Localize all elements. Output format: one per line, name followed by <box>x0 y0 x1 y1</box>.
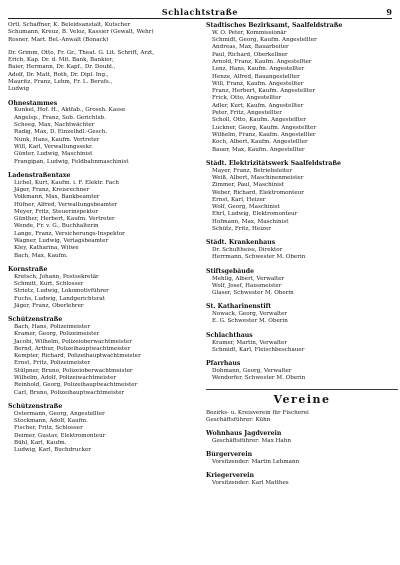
page-title: Schlachtstraße <box>161 7 239 17</box>
entry-line: Jäger, Franz, Kreisrechner <box>14 186 90 193</box>
entry-line: Vorsitzender: Martin Lehmann <box>212 459 300 466</box>
entry-line: Zimmer, Paul, Maschinist <box>212 182 284 189</box>
directory-entry <box>206 430 398 445</box>
entry-heading: St. Katharinenstift <box>206 303 272 311</box>
entry-line: Glaser, Schwester M. Oberin <box>212 290 294 297</box>
directory-entry <box>206 22 398 154</box>
entry-line: Will, Karl, Verwaltungssekr. <box>14 143 93 150</box>
entry-heading: Pfarrhaus <box>206 360 241 368</box>
entry-line: Dr. Grimm, Otto, Fr. Gr., Theat. G. Lit. Schrift, Arzt, <box>8 49 155 56</box>
entry-line: Geschäftsführer: Kühn <box>206 416 271 423</box>
directory-entry <box>206 239 398 261</box>
entry-line: Peter, Fritz, Angestellter <box>212 110 282 117</box>
entry-line: Kempter, Richard, Polizeihauptwachtmeister <box>14 353 141 360</box>
entry-line: Herrmann, Schwester M. Oberin <box>212 254 306 261</box>
entry-line: Schumann, Kreuz, B. Veloz, Kassier (Gewalt, Wehr) <box>8 29 154 36</box>
entry-line: Meyer, Fritz, Steuerinspektor <box>14 208 99 215</box>
entry-line: Ernst, Fritz, Polizeimeister <box>14 360 91 367</box>
entry-line: Bach, Max, Kaufm. <box>14 252 68 259</box>
directory-entry <box>206 451 398 466</box>
entry-line: Nunk, Hans, Kaufm. Vertreter <box>14 136 100 143</box>
entry-line: Wendorfer, Schwester M. Oberin <box>212 375 306 382</box>
directory-entry <box>206 160 398 233</box>
entry-heading: Wohnhaus Jagdverein <box>206 430 282 438</box>
entry-line: Paul, Richard, Oberkellner <box>212 51 288 58</box>
entry-line: Arnold, Franz, Kaufm. Angestellter <box>212 58 312 65</box>
entry-line: Kretsch, Johann, Postsekretär <box>14 273 99 280</box>
entry-heading: Städt. Elektrizitätswerk Saalfeldstraße <box>206 159 341 167</box>
vereine-section-title: Vereine <box>273 392 331 406</box>
entry-line: Stockmann, Adolf, Kaufm. <box>14 418 88 425</box>
entry-line: Bauer, Max, Kaufm. Angestellter <box>212 146 305 153</box>
entry-line: Ludwig, Karl, Buchdrucker <box>14 447 91 454</box>
directory-entry <box>8 403 200 455</box>
entry-heading: Stiftsgebäude <box>206 267 255 275</box>
entry-line: Schmitt, Kurt, Schlosser <box>14 281 84 287</box>
directory-entry <box>206 268 398 298</box>
entry-line: Radig, Max, D. Einzelhdl.-Gesch. <box>14 129 108 136</box>
entry-line: E. G. Schwester M. Oberin <box>212 318 288 325</box>
entry-line: Wilhelm, Franz, Kaufm. Angestellter <box>212 131 316 138</box>
entry-line: Lenz, Hans, Kaufm. Angestellter <box>212 66 305 73</box>
entry-line: Schmidt, Georg, Kaufm. Angestellter <box>212 37 317 44</box>
entry-line: Angelsp., Franz, Sob. Gerichtsb. <box>14 114 106 121</box>
directory-entry <box>206 410 398 425</box>
entry-heading: Schützenstraße <box>8 316 63 324</box>
entry-line: Weiß, Albert, Maschinenmeister <box>212 174 304 181</box>
entry-line: Koch, Albert, Kaufm. Angestellter <box>212 139 308 146</box>
entry-line: Jäger, Franz, Oberlehrer <box>14 302 84 309</box>
entry-line: Mayer, Franz, Betriebsleiter <box>212 167 293 174</box>
entry-line: Scholl, Otto, Kaufm. Angestellter <box>212 117 306 124</box>
entry-line: Frangipan, Ludwig, Feldbahnmaschinist <box>14 158 129 165</box>
directory-entry <box>206 472 398 487</box>
left-column <box>8 22 200 461</box>
entry-line: Deimer, Gustav, Elektromonteur <box>14 432 106 439</box>
entry-line: Lange, Franz, Versicherungs-Inspektor <box>14 230 125 237</box>
entry-line: Wolf, Josef, Hausmeister <box>212 282 282 289</box>
entry-line: Wilhelm, Adolf, Polizeiwachtmeister <box>14 375 117 382</box>
entry-line: Strietz, Ludwig, Lokomotivführer <box>14 288 109 295</box>
entry-line: Bühl, Karl, Kaufm. <box>14 439 67 446</box>
entry-line: Vorsitzender: Karl Matthes <box>212 480 289 487</box>
entry-line: W. O. Peter, Kommissionär <box>212 29 287 36</box>
entry-line: Andreas, Max, Bauarbeiter <box>212 44 289 51</box>
entry-line: Wolf, Georg, Maschinist <box>212 204 280 211</box>
entry-line: Bach, Hans, Polizeimeister <box>14 323 91 330</box>
entry-line: Dr. Schultheiss, Direktor <box>212 247 283 254</box>
entry-line: Bernd, Arthur, Polizeihauptwachtmeister <box>14 345 131 352</box>
entry-heading: Kornstraße <box>8 265 48 273</box>
directory-entry <box>206 303 398 325</box>
entry-line: Mauritz, Franz, Lehm, Fr. L. Berufs., <box>8 79 113 86</box>
entry-heading: Ohnestammes <box>8 99 58 107</box>
entry-line: Stülpner, Bruno, Polizeioberwachtmeister <box>14 367 133 374</box>
entry-line: Fischer, Fritz, Schlosser <box>14 425 83 432</box>
entry-line: Adolf, Dr. Matt, Roth, Dr. Dipl. Ing., <box>8 71 109 78</box>
entry-line: Mehlig, Albert, Verwalter <box>212 275 285 282</box>
entry-line: Reinhold, Georg, Polizeihauptwachtmeister <box>14 382 138 389</box>
directory-entry <box>206 360 398 382</box>
page-number: 9 <box>386 7 392 17</box>
entry-line: Will, Franz, Kaufm. Angestellter <box>212 80 304 87</box>
directory-entry <box>8 100 200 166</box>
entry-line: Günther, Herbert, Kaufm. Vertreter <box>14 216 115 223</box>
entry-line: Kramer, Georg, Polizeimeister <box>14 331 100 338</box>
entry-line: Wende, Fr. v. G., Buchhalterin <box>14 223 99 230</box>
entry-heading: Schützenstraße <box>8 402 63 410</box>
entry-line: Ostermann, Georg, Angestellter <box>14 410 105 417</box>
entry-line: Wagner, Ludwig, Verlagsbeamter <box>14 238 109 245</box>
entry-line: Scheeg, Max, Nachtwächter <box>14 122 95 129</box>
entry-line: Frick, Otto, Angestellter <box>212 95 282 102</box>
entry-line: Ehrl, Ludwig, Elektromonteur <box>212 211 298 218</box>
entry-line: Hüfner, Alfred, Verwaltungsbeamter <box>14 201 118 208</box>
entry-line: Bezirks- u. Kreisverein für Fischerei <box>206 409 309 416</box>
directory-entry <box>8 50 200 94</box>
entry-line: Henze, Alfred, Bauangestellter <box>212 73 300 80</box>
entry-line: Schütz, Fritz, Heizer <box>212 226 271 233</box>
directory-entry <box>8 266 200 310</box>
directory-entry <box>8 22 200 44</box>
entry-line: Schmidt, Karl, Fleischbeschauer <box>212 346 305 353</box>
directory-entry <box>206 332 398 354</box>
entry-line: Baier, Hermann, Dr. Kapf., Dr. Doubl., <box>8 64 116 71</box>
entry-line: Nowack, Georg, Verwalter <box>212 311 288 318</box>
entry-line: Erich, Kap. Dr. d. Mit. Bank, Bankier, <box>8 57 114 64</box>
entry-line: Ludwig <box>8 86 30 93</box>
entry-line: Adler, Kurt, Kaufm. Angestellter <box>212 102 304 109</box>
entry-line: Kunkel, Hof. H., Aktfab., Grossh. Kasse <box>14 107 126 114</box>
entry-line: Lichel, Kurt, Kaufm. i. F. Elektr. Fach <box>14 179 119 186</box>
directory-entry <box>8 172 200 260</box>
entry-line: Weber, Richard, Elektromonteur <box>212 189 304 196</box>
entry-line: Ernst, Karl, Heizer <box>212 196 266 203</box>
entry-line: Hofmann, Max, Maschinist <box>212 218 289 225</box>
directory-entry <box>8 316 200 397</box>
page-header <box>8 6 392 19</box>
entry-line: Luckner, Georg, Kaufm. Angestellter <box>212 124 317 131</box>
entry-line: Carl, Bruno, Polizeihauptwachtmeister <box>14 389 125 396</box>
entry-heading: Schlachthaus <box>206 331 253 339</box>
entry-line: Franz, Herbert, Kaufm. Angestellter <box>212 88 316 95</box>
entry-heading: Ladenstraßentaxe <box>8 171 71 179</box>
entry-line: Ortl. Schaffner, K. Beleidsanstalt, Kutscher <box>8 22 131 28</box>
entry-heading: Städt. Krankenhaus <box>206 239 276 247</box>
entry-line: Geschäftsführer: Max Hahn <box>212 437 291 444</box>
entry-line: Kramer, Martin, Verwalter <box>212 339 288 346</box>
entry-line: Kley, Katharina, Witwe <box>14 245 79 252</box>
entry-heading: Stadtisches Bezirksamt, Saalfeldstraße <box>206 22 343 29</box>
entry-line: Fuchs, Ludwig, Landgerichtsrat <box>14 295 105 302</box>
entry-line: Rosner, Mart. Bel.-Anwalt (Bonack) <box>8 36 109 43</box>
entry-line: Jacobi, Wilhelm, Polizeioberwachtmeister <box>14 338 132 345</box>
entry-line: Volkmann, Max, Bankbeamter <box>14 194 100 201</box>
entry-heading: Bürgerverein <box>206 451 253 459</box>
section-divider <box>206 389 398 390</box>
entry-line: Günter, Ludwig, Maschinist <box>14 151 93 158</box>
entry-line: Dohmann, Georg, Verwalter <box>212 367 292 374</box>
right-column <box>206 22 398 493</box>
entry-heading: Kriegerverein <box>206 472 255 480</box>
